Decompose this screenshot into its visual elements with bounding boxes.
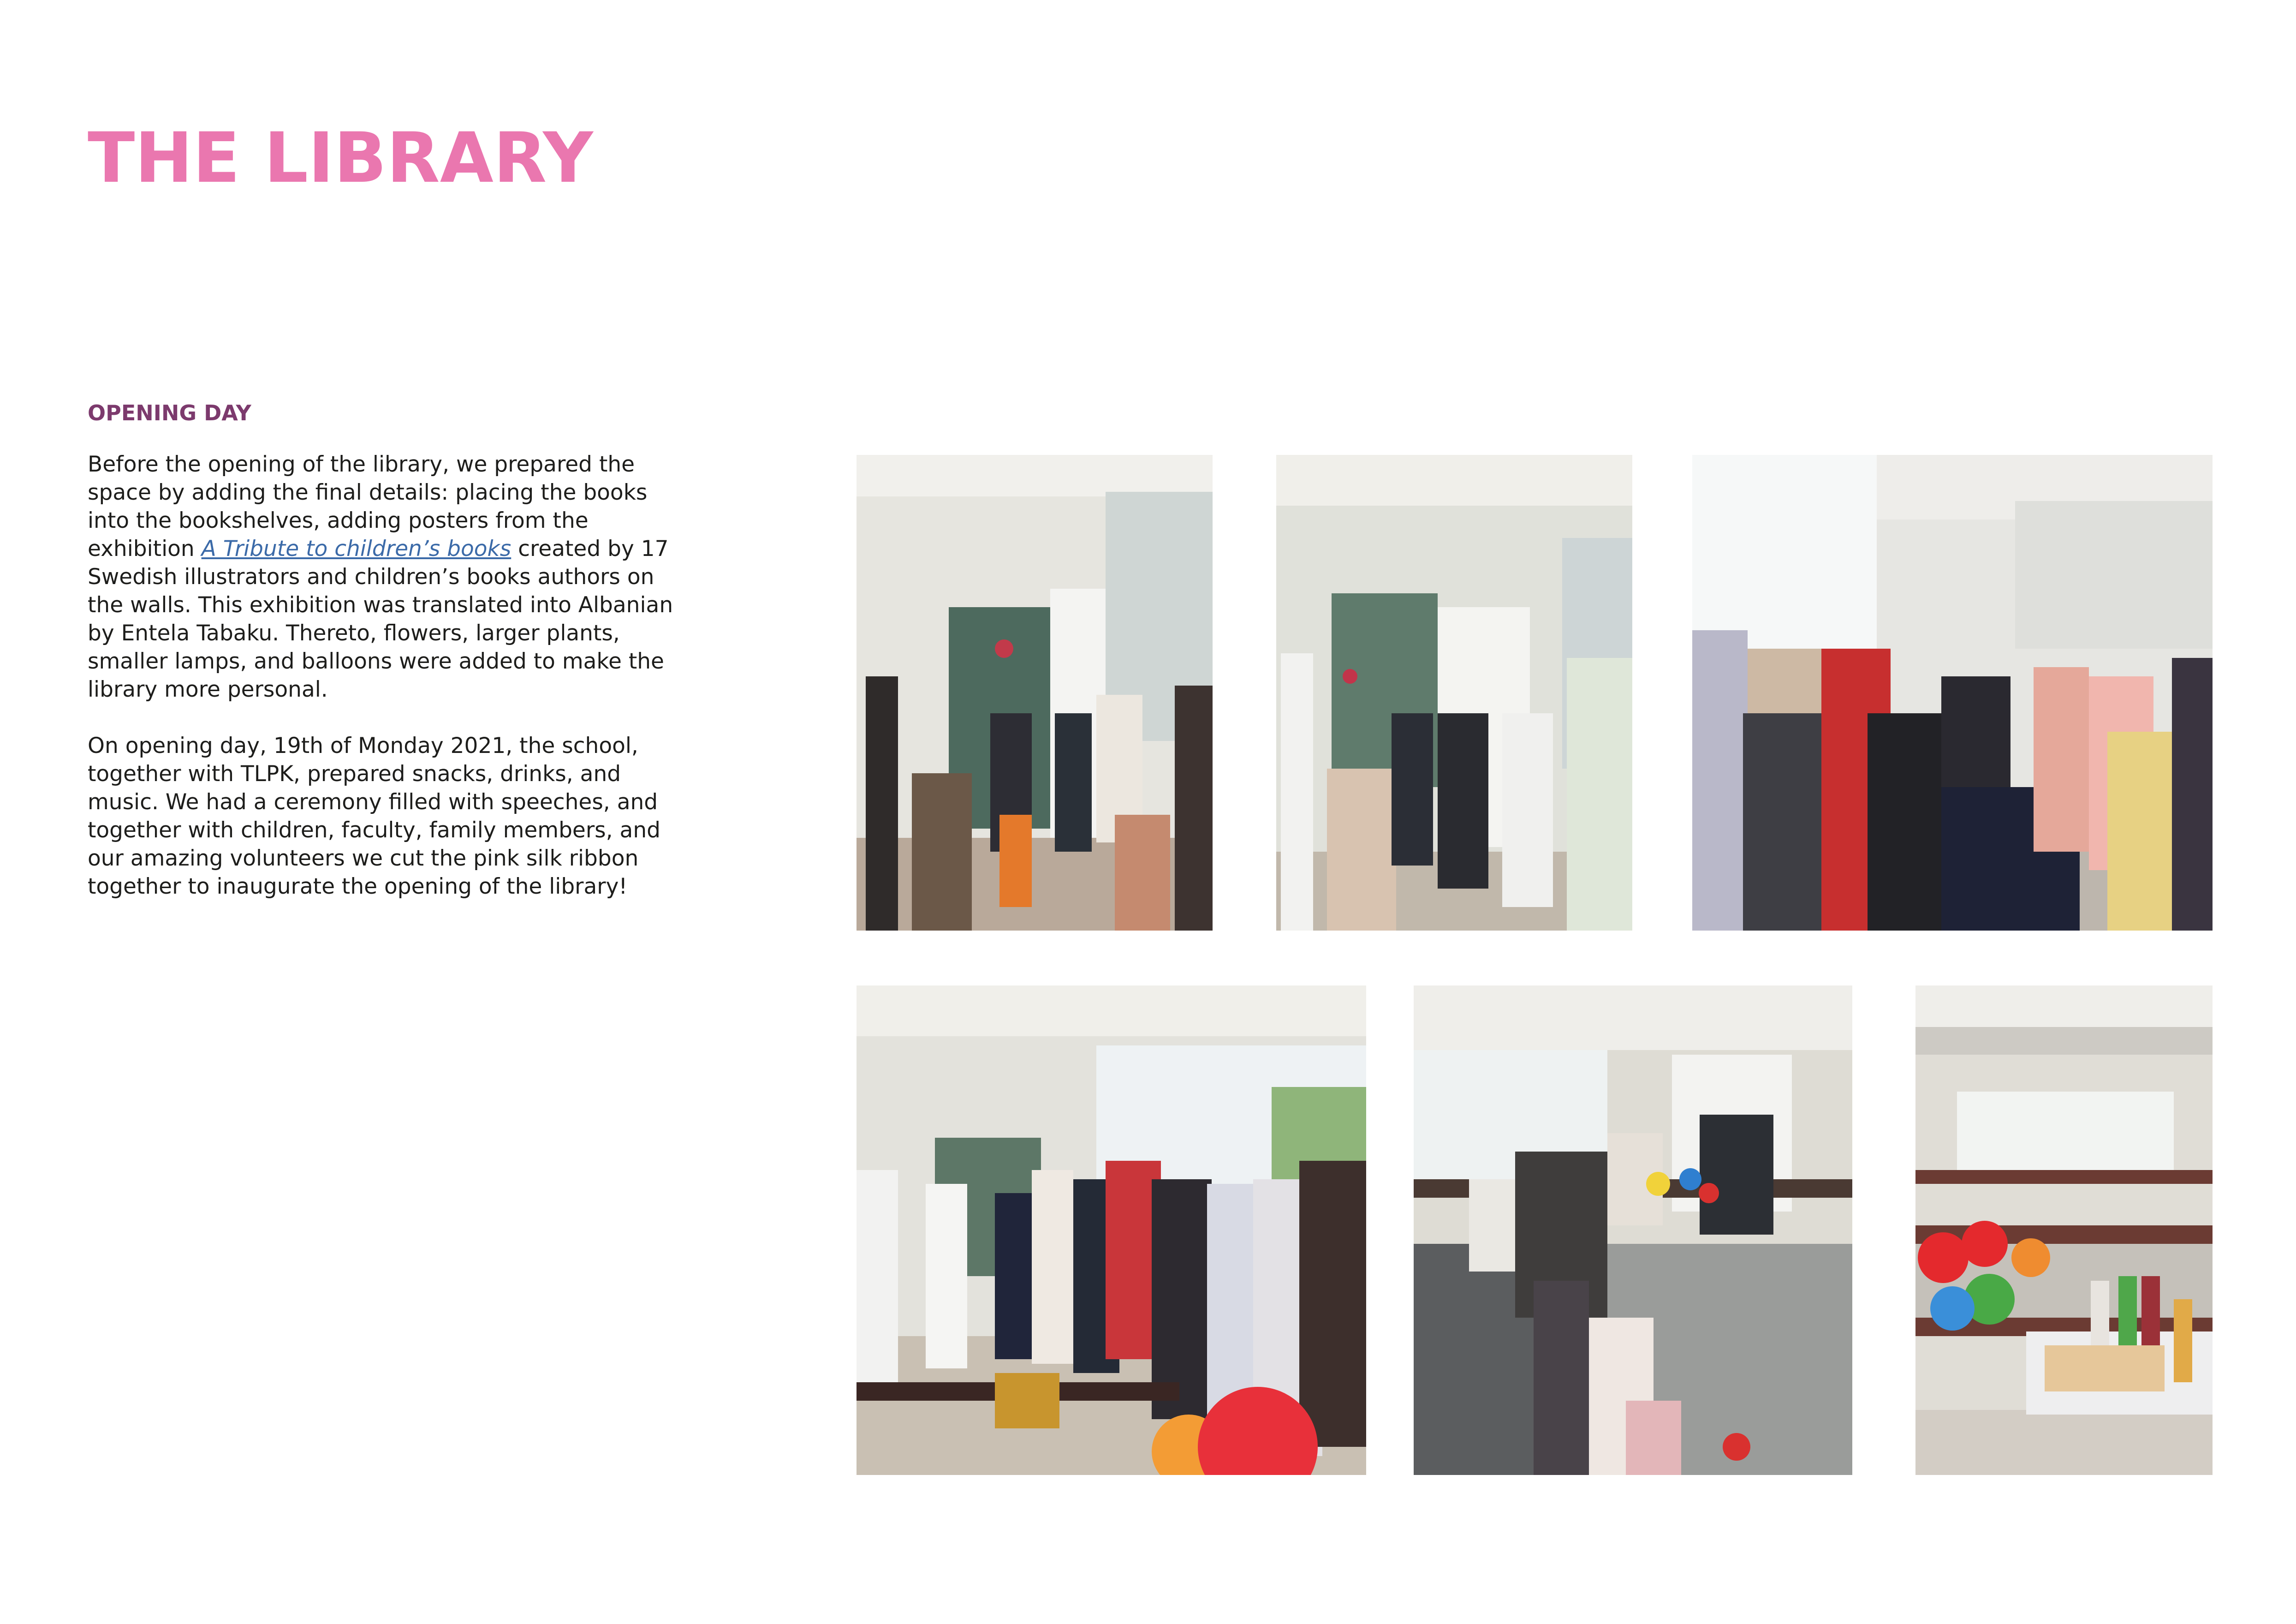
photo-children-at-library-door bbox=[857, 455, 1213, 931]
page-title: THE LIBRARY bbox=[88, 118, 593, 198]
photo-stairwell-crowd bbox=[1414, 985, 1852, 1475]
photo-ribbon-cutting-doorway bbox=[1276, 455, 1632, 931]
exhibition-link[interactable]: A Tribute to children’s books bbox=[201, 536, 512, 561]
body-text bbox=[88, 450, 687, 901]
paragraph-opening-day: On opening day, 19th of Monday 2021, the school, together with TLPK, prepared snacks, drinks, and music. We had a ceremony filled with speeches, and together with children, faculty, family members, and our amazing volunteers we cut the pink silk ribbon together to inaugurate the opening of the library! bbox=[88, 733, 660, 899]
paragraph-text: created by 17 Swedish illustrators and children’s books authors on the walls. This exhibition was translated into Albanian by Entela Tabaku. Thereto, flowers, larger plants, smaller lamps, and balloons were added to make the library more personal. bbox=[88, 536, 673, 702]
paragraph-text: Before the opening of the library, we prepared the space by adding the final details: placing the books into the bookshelves, adding posters from the exhibition bbox=[88, 452, 648, 561]
photo-snack-table bbox=[1915, 985, 2213, 1475]
section-heading: OPENING DAY bbox=[88, 400, 251, 425]
paragraph-preparation bbox=[88, 450, 687, 704]
photo-crowd-in-hall-with-balloons bbox=[857, 985, 1366, 1475]
photo-students-gathered-hall bbox=[1692, 455, 2213, 931]
